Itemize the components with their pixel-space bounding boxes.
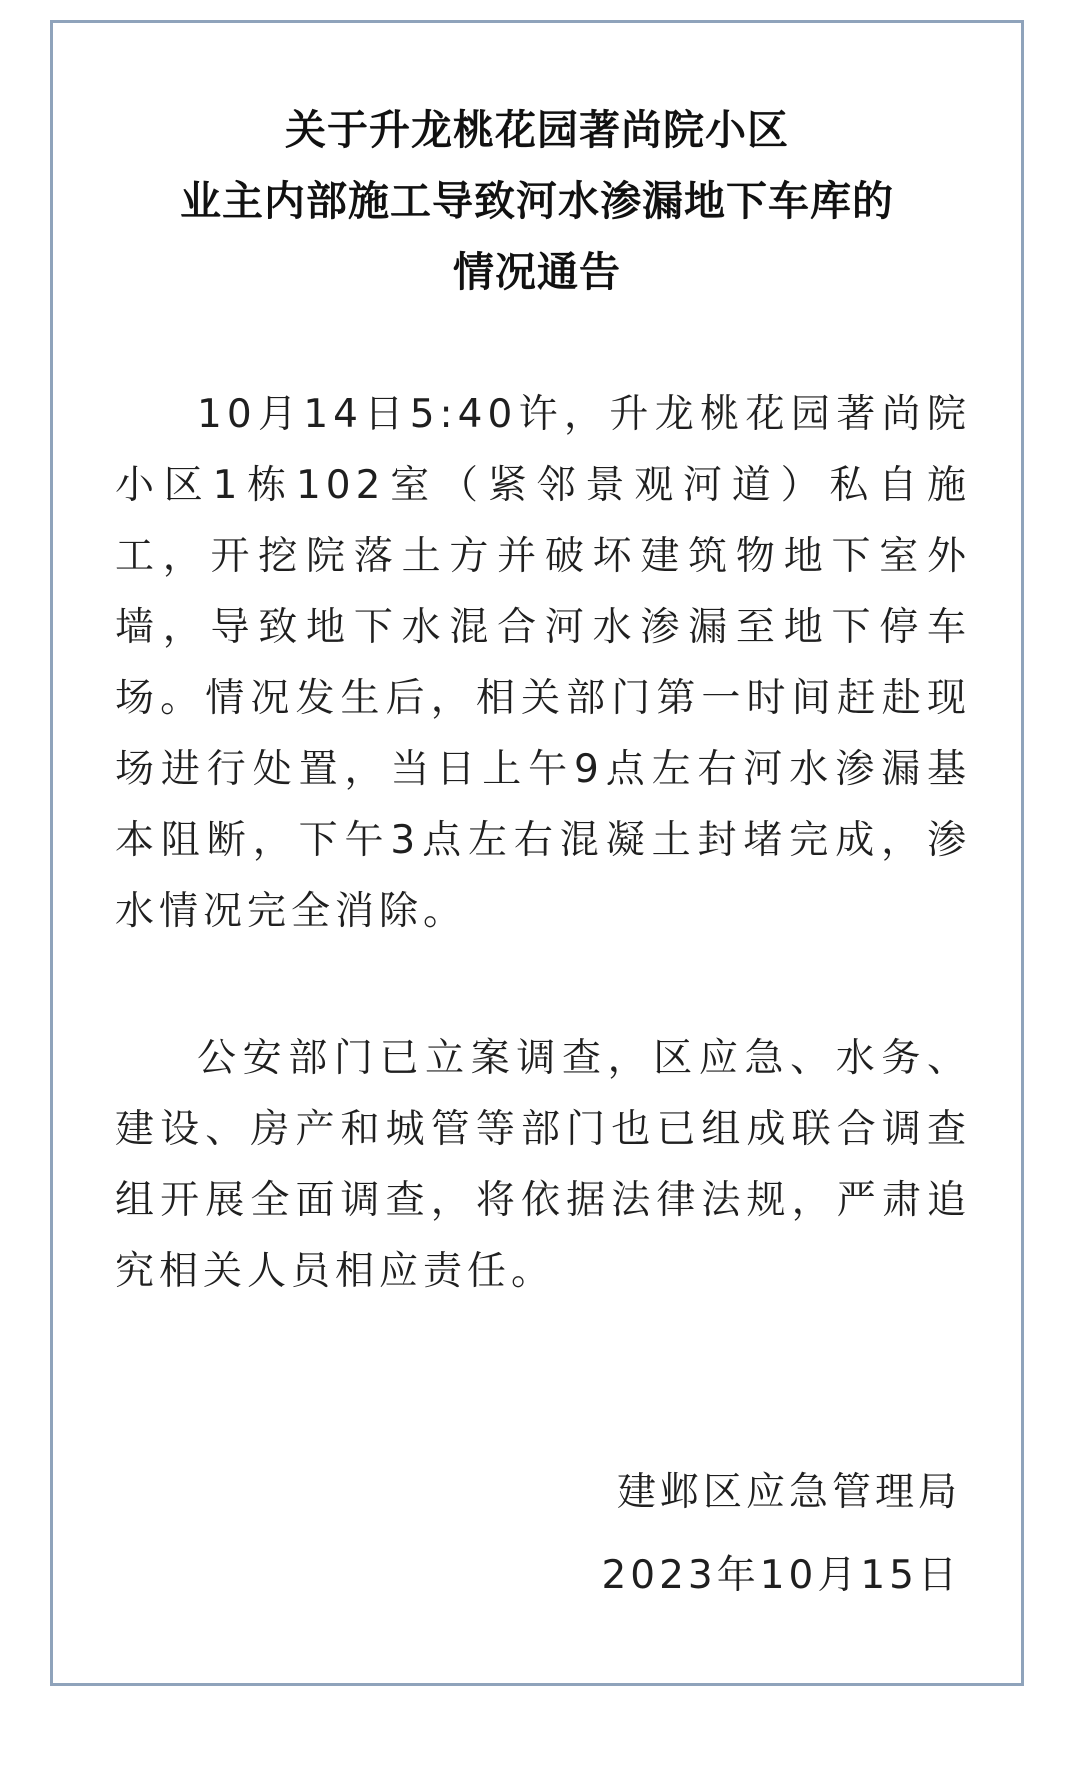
issue-date: 2023年10月15日 [601, 1553, 961, 1598]
signature-block [601, 1451, 961, 1617]
paragraph-line: 水情况完全消除。 [115, 889, 468, 934]
paragraph-line: 墙，导致地下水混合河水渗漏至地下停车 [115, 605, 971, 650]
title-line-2: 业主内部施工导致河水渗漏地下车库的 [180, 177, 894, 225]
paragraph-line: 10月14日5:40许，升龙桃花园著尚院 [197, 392, 971, 437]
paragraph-line: 本阻断，下午3点左右混凝土封堵完成，渗 [115, 818, 971, 863]
paragraph-investigation [115, 1023, 971, 1307]
paragraph-line: 组开展全面调查，将依据法律法规，严肃追 [115, 1178, 971, 1223]
paragraph-line: 工，开挖院落土方并破坏建筑物地下室外 [115, 534, 971, 579]
title-line-3: 情况通告 [453, 248, 621, 296]
paragraph-line: 场进行处置，当日上午9点左右河水渗漏基 [115, 747, 971, 792]
paragraph-line: 小区1栋102室（紧邻景观河道）私自施 [115, 463, 971, 508]
paragraph-line: 建设、房产和城管等部门也已组成联合调查 [115, 1107, 971, 1152]
notice-frame [50, 20, 1024, 1686]
paragraph-line: 场。情况发生后，相关部门第一时间赶赴现 [115, 676, 971, 721]
title-line-1: 关于升龙桃花园著尚院小区 [285, 106, 789, 154]
paragraph-line: 公安部门已立案调查，区应急、水务、 [197, 1036, 971, 1081]
paragraph-line: 究相关人员相应责任。 [115, 1249, 556, 1294]
notice-title [53, 95, 1021, 308]
issuer-name: 建邺区应急管理局 [616, 1470, 961, 1515]
paragraph-incident [115, 379, 971, 947]
